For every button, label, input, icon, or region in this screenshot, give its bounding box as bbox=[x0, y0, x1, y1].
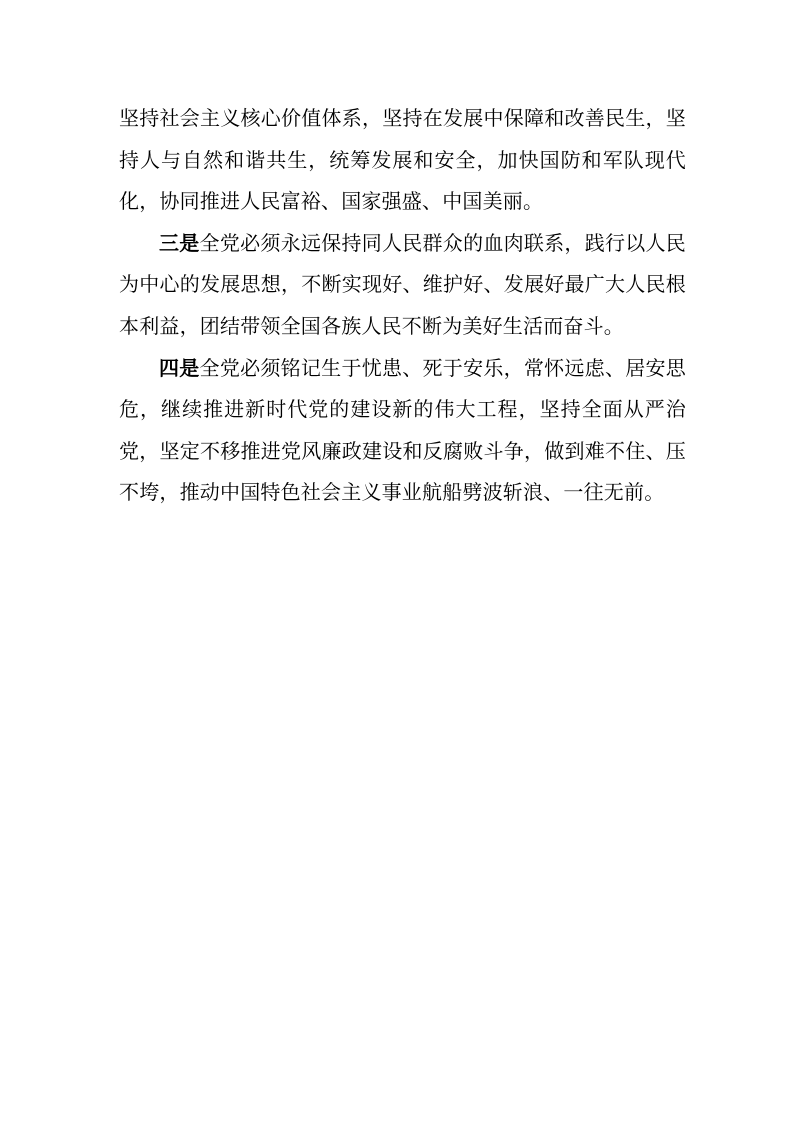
document-body bbox=[119, 99, 686, 515]
paragraph-lead-bold: 四是 bbox=[159, 357, 200, 380]
paragraph-point-four bbox=[119, 349, 686, 515]
paragraph-point-three bbox=[119, 224, 686, 349]
paragraph-text: 全党必须永远保持同人民群众的血肉联系，践行以人民为中心的发展思想，不断实现好、维护好、发展好最广大人民根本利益，团结带领全国各族人民不断为美好生活而奋斗。 bbox=[119, 232, 686, 338]
paragraph-continuation bbox=[119, 99, 686, 224]
paragraph-lead-bold: 三是 bbox=[159, 232, 200, 255]
paragraph-text: 坚持社会主义核心价值体系，坚持在发展中保障和改善民生，坚持人与自然和谐共生，统筹发展和安全，加快国防和军队现代化，协同推进人民富裕、国家强盛、中国美丽。 bbox=[119, 108, 686, 214]
paragraph-text: 全党必须铭记生于忧患、死于安乐，常怀远虑、居安思危，继续推进新时代党的建设新的伟大工程，坚持全面从严治党，坚定不移推进党风廉政建设和反腐败斗争，做到难不住、压不垮，推动中国特色社会主义事业航船劈波斩浪、一往无前。 bbox=[119, 357, 686, 505]
